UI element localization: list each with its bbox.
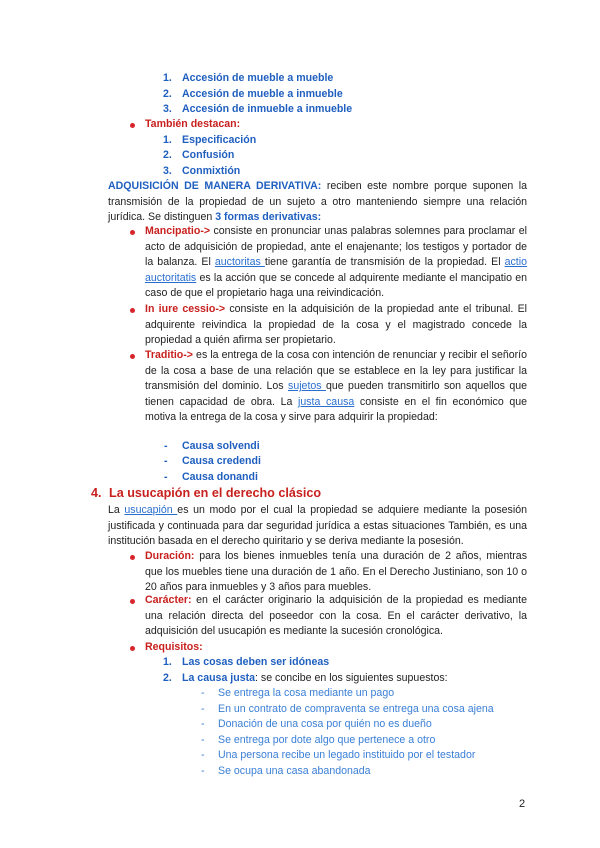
requisito-2-text: : se concibe en los siguientes supuestos: [255, 672, 448, 684]
requisitos-label: Requisitos: [145, 641, 203, 653]
requisito-2-label: La causa justa [182, 672, 256, 684]
dash-icon: - [164, 471, 168, 483]
list-item: Se ocupa una casa abandonada [218, 765, 371, 777]
caracter-paragraph [145, 593, 527, 640]
list-num-1: 1. [163, 134, 172, 146]
page-number: 2 [519, 798, 526, 810]
list-item: Conmixtión [182, 165, 241, 177]
list-num-2: 2. [163, 149, 172, 161]
traditio-label: Traditio-> [145, 349, 193, 361]
list-item: Accesión de mueble a mueble [182, 72, 334, 84]
list-item: Causa credendi [182, 455, 261, 467]
derivativa-emph: 3 formas derivativas: [215, 211, 322, 224]
mancipatio-paragraph [145, 224, 527, 302]
caracter-label: Carácter: [145, 594, 192, 606]
dash-icon: - [201, 749, 205, 761]
list-item: Una persona recibe un legado instituido por el testador [218, 749, 476, 761]
derivativa-paragraph [108, 179, 527, 226]
list-num-3: 3. [163, 103, 172, 115]
mancipatio-text-1: consiste en pronunciar unas palabras solemnes para proclamar el acto de adquisición de propiedad, ante el enajenante; los testigos y portador de la balanza. El [145, 225, 527, 269]
list-item: Se entrega por dote algo que pertenece a otro [218, 734, 436, 746]
duracion-text: para los bienes inmuebles tenía una duración de 2 años, mientras que los muebles tiene una duración de 1 año. En el Derecho Justiniano, son 10 o 20 años para inmuebles y 3 años para muebles. [145, 550, 527, 594]
list-num-1: 1. [163, 72, 172, 84]
iure-paragraph [145, 302, 527, 349]
bullet-icon [130, 555, 135, 560]
traditio-text-2: que pueden transmitirlo son aquellos que tienen capacidad de obra. La [145, 380, 528, 408]
requisito-1: Las cosas deben ser idóneas [182, 656, 330, 668]
duracion-label: Duración: [145, 550, 195, 562]
bullet-icon [130, 230, 135, 235]
derivativa-heading: ADQUISICIÓN DE MANERA DERIVATIVA: [108, 180, 322, 192]
intro-text: es un modo por el cual la propiedad se adquiere mediante la posesión justificada y continuada para dar seguridad jurídica a estas situaciones También, es una institución basada en el derecho quiritario y se deriva mediante la posesión. [108, 504, 527, 548]
list-item: Especificación [182, 134, 257, 146]
usucapion-link[interactable]: usucapión [124, 504, 178, 516]
auctoritas-link[interactable]: auctoritas [214, 256, 265, 269]
list-item: Confusión [182, 149, 235, 161]
section-title: La usucapión en el derecho clásico [109, 486, 322, 500]
intro-pre: La [108, 504, 125, 516]
list-item: Causa solvendi [182, 440, 260, 452]
list-num-3: 3. [163, 165, 172, 177]
dash-icon: - [201, 734, 205, 746]
justa-causa-link[interactable]: justa causa [298, 395, 355, 408]
list-item: En un contrato de compraventa se entrega una cosa ajena [218, 703, 494, 715]
list-item: Accesión de mueble a inmueble [182, 88, 343, 100]
actio-auctoritatis-link[interactable]: actio auctoritatis [145, 256, 527, 284]
list-item: Se entrega la cosa mediante un pago [218, 687, 395, 699]
destacan-label: También destacan: [145, 118, 241, 130]
caracter-text: en el carácter originario la adquisición de la propiedad es mediante una relación directa del poseedor con la cosa. En el carácter derivativo, la adquisición del usucapión es mediante la sucesión cronológica. [145, 594, 527, 638]
bullet-icon [130, 123, 135, 128]
mancipatio-text-3: es la acción que se concede al adquirente mediante el mancipatio en caso de que el propietario haga una reivindicación. [145, 271, 527, 300]
mancipatio-text-2: tiene garantía de transmisión de la propiedad. El [264, 256, 505, 269]
bullet-icon [130, 599, 135, 604]
dash-icon: - [164, 440, 168, 452]
traditio-text-1: es la entrega de la cosa con intención de renunciar y recibir el señorío de la cosa a base de una relación que se establece en la ley para justificar la transmisión del dominio. Los [145, 349, 527, 393]
list-num-1: 1. [163, 656, 172, 668]
traditio-paragraph [145, 348, 527, 426]
usucapion-intro [108, 503, 527, 550]
requisito-2 [182, 671, 448, 686]
iure-label: In iure cessio-> [145, 303, 226, 315]
dash-icon: - [164, 455, 168, 467]
derivativa-text: reciben este nombre porque suponen la transmisión de la propiedad de un sujeto a otro manteniendo siempre una relación jurídica. Se distinguen [108, 180, 527, 224]
list-num-2: 2. [163, 672, 172, 684]
bullet-icon [130, 646, 135, 651]
mancipatio-label: Mancipatio-> [145, 225, 211, 237]
list-num-2: 2. [163, 88, 172, 100]
sujetos-link[interactable]: sujetos [288, 380, 326, 393]
iure-text: consiste en la adquisición de la propiedad ante el tribunal. El adquirente reivindica la propiedad de la cosa y el magistrado concede la propiedad a quién afirma ser propietario. [145, 303, 527, 347]
dash-icon: - [201, 687, 205, 699]
bullet-icon [130, 354, 135, 359]
dash-icon: - [201, 703, 205, 715]
list-item: Causa donandi [182, 471, 258, 483]
section-number: 4. [91, 486, 102, 500]
traditio-text-3: consiste en el fin económico que motiva la entrega de la cosa y sirve para adquirir la propiedad: [145, 395, 528, 424]
list-item: Accesión de inmueble a inmueble [182, 103, 353, 115]
dash-icon: - [201, 718, 205, 730]
duracion-paragraph [145, 549, 527, 596]
dash-icon: - [201, 765, 205, 777]
bullet-icon [130, 308, 135, 313]
list-item: Donación de una cosa por quién no es dueño [218, 718, 432, 730]
